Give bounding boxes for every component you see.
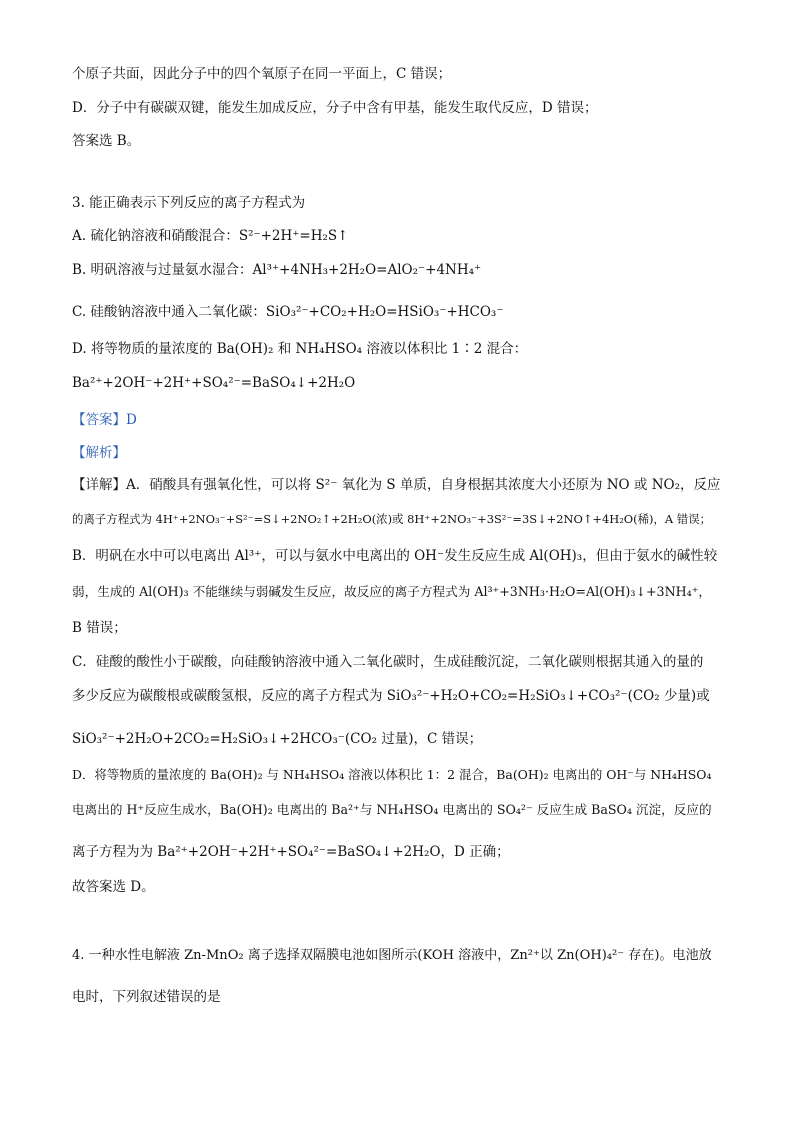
text-line: B．明矾在水中可以电离出 Al³⁺，可以与氨水中电离出的 OH⁻发生反应生成 Al(OH)₃，但由于氨水的碱性较: [72, 548, 718, 564]
option-b: B. 明矾溶液与过量氨水湿合：Al³⁺+4NH₃+2H₂O=AlO₂⁻+4NH₄⁺: [72, 262, 482, 278]
text-line: 多少反应为碳酸根或碳酸氢根，反应的离子方程式为 SiO₃²⁻+H₂O+CO₂=H₂SiO₃↓+CO₃²⁻(CO₂ 少量)或: [72, 688, 710, 704]
text-line: SiO₃²⁻+2H₂O+2CO₂=H₂SiO₃↓+2HCO₃⁻(CO₂ 过量)，C 错误；: [72, 731, 483, 747]
text-line: 电时，下列叙述错误的是: [72, 989, 221, 1005]
text-line: 个原子共面，因此分子中的四个氧原子在同一平面上，C 错误；: [72, 66, 452, 82]
question-title: 3. 能正确表示下列反应的离子方程式为: [72, 195, 306, 211]
question-title: 4. 一种水性电解液 Zn-MnO₂ 离子选择双隔膜电池如图所示(KOH 溶液中，Zn²⁺以 Zn(OH)₄²⁻ 存在)。电池放: [72, 948, 712, 963]
option-c: C. 硅酸钠溶液中通入二氧化碳：SiO₃²⁻+CO₂+H₂O=HSiO₃⁻+HCO₃⁻: [72, 304, 504, 320]
option-d: D. 将等物质的量浓度的 Ba(OH)₂ 和 NH₄HSO₄ 溶液以体积比 1∶2 混合：: [72, 341, 528, 357]
text-line: B 错误；: [72, 620, 127, 636]
text-line: D．分子中有碳碳双键，能发生加成反应，分子中含有甲基，能发生取代反应，D 错误；: [72, 100, 598, 116]
text-line: 电离出的 H⁺反应生成水，Ba(OH)₂ 电离出的 Ba²⁺与 NH₄HSO₄ 电离出的 SO₄²⁻ 反应生成 BaSO₄ 沉淀，反应的: [72, 802, 712, 817]
text-line: D．将等物质的量浓度的 Ba(OH)₂ 与 NH₄HSO₄ 溶液以体积比 1：2 混合，Ba(OH)₂ 电离出的 OH⁻与 NH₄HSO₄: [72, 767, 712, 782]
text-line: 【详解】A．硝酸具有强氧化性，可以将 S²⁻ 氧化为 S 单质，自身根据其浓度大小还原为 NO 或 NO₂，反应: [72, 477, 721, 493]
text-line: 弱，生成的 Al(OH)₃ 不能继续与弱碱发生反应，故反应的离子方程式为 Al³⁺+3NH₃·H₂O=Al(OH)₃↓+3NH₄⁺，: [72, 584, 711, 599]
text-line: C．硅酸的酸性小于碳酸，向硅酸钠溶液中通入二氧化碳时，生成硅酸沉淀，二氧化碳则根据其通入的量的: [72, 654, 704, 670]
analysis-label: 【解析】: [72, 445, 126, 461]
answer-label: 【答案】D: [72, 412, 137, 428]
text-line: 离子方程为为 Ba²⁺+2OH⁻+2H⁺+SO₄²⁻=BaSO₄↓+2H₂O，D 正确；: [72, 844, 510, 860]
option-a: A. 硫化钠溶液和硝酸混合：S²⁻+2H⁺=H₂S↑: [72, 228, 349, 244]
text-line: 答案选 B。: [72, 133, 141, 149]
text-line: 的离子方程式为 4H⁺+2NO₃⁻+S²⁻=S↓+2NO₂↑+2H₂O(浓)或 8H⁺+2NO₃⁻+3S²⁻=3S↓+2NO↑+4H₂O(稀)，A 错误；: [72, 512, 712, 526]
text-line: 故答案选 D。: [72, 879, 155, 895]
option-d-equation: Ba²⁺+2OH⁻+2H⁺+SO₄²⁻=BaSO₄↓+2H₂O: [72, 375, 356, 391]
